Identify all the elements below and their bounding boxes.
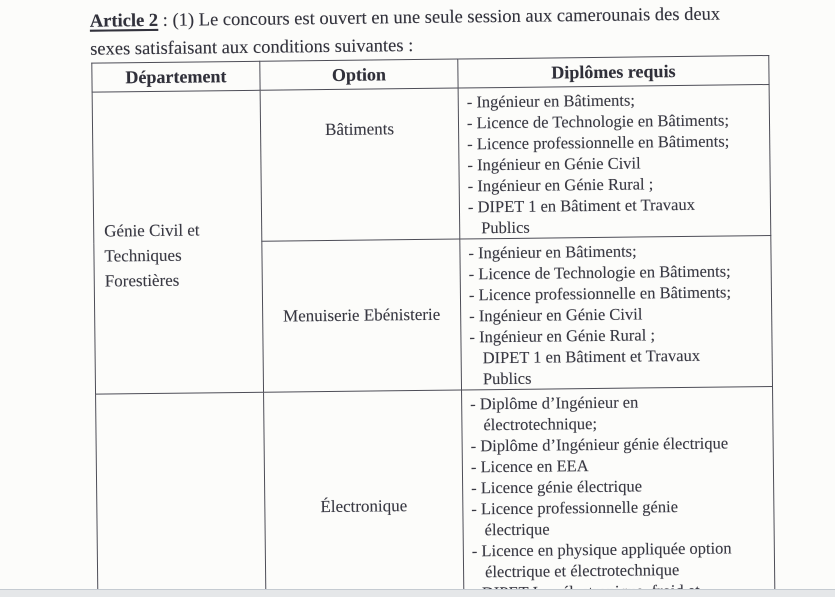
diplomas-cell-electronique bbox=[462, 386, 776, 597]
diploma-item: - Licence de Technologie en Bâtiments; bbox=[468, 261, 731, 284]
article-label: Article 2 bbox=[89, 10, 159, 32]
diploma-item: - Licence en physique appliquée option bbox=[471, 538, 732, 561]
diploma-item: - Licence de Technologie en Bâtiments; bbox=[466, 110, 730, 133]
option-cell-electronique: Électronique bbox=[264, 390, 465, 597]
diploma-item-continuation: Publics bbox=[482, 368, 532, 389]
diploma-item-continuation: Publics bbox=[481, 217, 530, 238]
intro-line1-text: : (1) Le concours est ouvert en une seule session aux camerounais des deux bbox=[158, 4, 721, 31]
option-cell-batiments: Bâtiments bbox=[260, 88, 460, 241]
diploma-item: - Licence en EEA bbox=[470, 456, 589, 477]
diploma-item: - Ingénieur en Génie Civil bbox=[469, 304, 643, 326]
diploma-item: - Licence professionnelle génie bbox=[471, 497, 679, 519]
diplomas-cell-batiments bbox=[458, 84, 771, 239]
diploma-item: - Ingénieur en Génie Rural ; bbox=[467, 174, 654, 196]
header-departement: Département bbox=[92, 61, 260, 92]
option-cell-menuiserie: Menuiserie Ebénisterie bbox=[262, 239, 462, 392]
diploma-item: - Diplôme d’Ingénieur en bbox=[470, 392, 639, 414]
header-option: Option bbox=[260, 59, 458, 90]
diploma-item: - DIPET 1 en Bâtiment et Travaux bbox=[467, 194, 696, 217]
diploma-item: - Ingénieur en Bâtiments; bbox=[466, 90, 636, 112]
table-row-electronique bbox=[96, 386, 776, 597]
diploma-item-continuation: électrique bbox=[484, 519, 550, 540]
department-cell-empty bbox=[96, 392, 267, 597]
table-row-batiments bbox=[92, 84, 771, 243]
diploma-item: - Licence professionnelle en Bâtiments; bbox=[467, 131, 730, 154]
diploma-item: - Diplôme d’Ingénieur génie électrique bbox=[470, 433, 729, 456]
diplomas-table bbox=[91, 55, 775, 597]
diploma-item: - Licence professionnelle en Bâtiments; bbox=[468, 282, 732, 305]
diploma-item: - Licence génie électrique bbox=[471, 476, 643, 498]
scanner-edge-strip bbox=[0, 589, 835, 597]
diploma-item: - Ingénieur en Génie Rural ; bbox=[469, 325, 656, 347]
diploma-item-continuation: DIPET 1 en Bâtiment et Travaux bbox=[482, 345, 701, 368]
diploma-item-continuation: électrotechnique; bbox=[483, 413, 598, 435]
diploma-item-continuation: électrique et électrotechnique bbox=[484, 560, 680, 582]
department-name: Génie Civil et Techniques Forestières bbox=[104, 219, 200, 291]
diploma-item: - Ingénieur en Bâtiments; bbox=[468, 241, 637, 263]
diplomas-cell-menuiserie bbox=[460, 235, 773, 390]
intro-paragraph bbox=[90, 1, 791, 64]
header-diplomes-requis: Diplômes requis bbox=[458, 55, 769, 88]
diploma-item: - Ingénieur en Génie Civil bbox=[467, 153, 641, 175]
department-cell-genie-civil bbox=[92, 90, 263, 394]
intro-line2-text: sexes satisfaisant aux conditions suivantes : bbox=[90, 35, 414, 60]
